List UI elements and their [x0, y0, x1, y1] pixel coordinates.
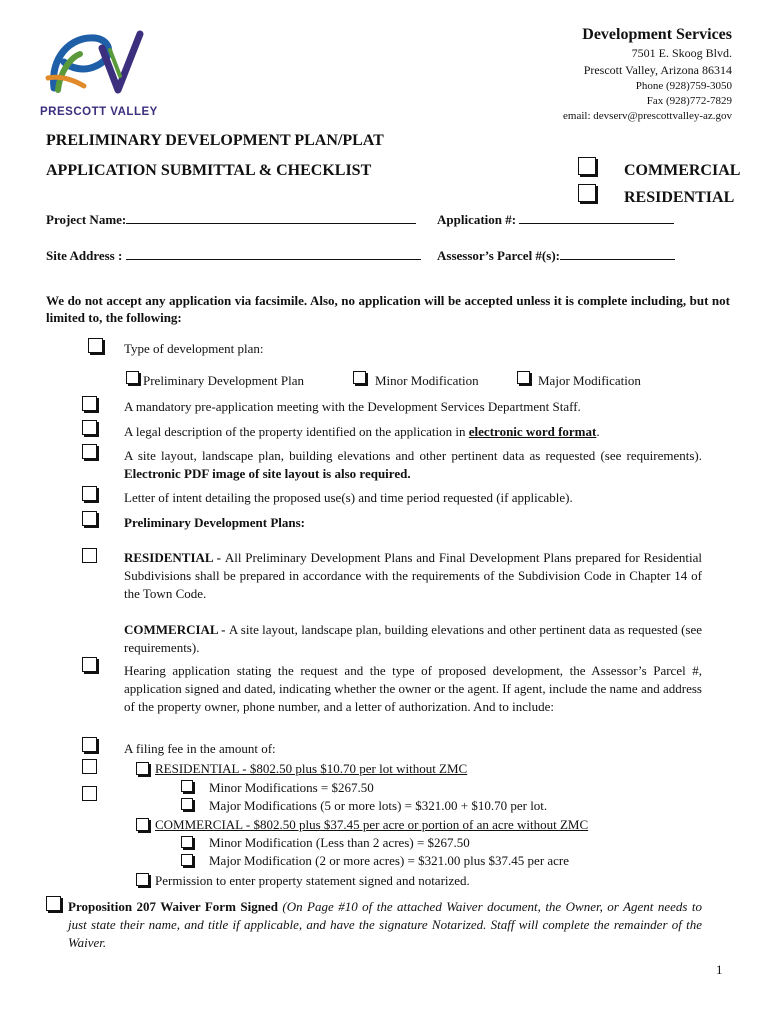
type-of-plan-label: Type of development plan: — [124, 341, 264, 356]
page-number: 1 — [716, 962, 723, 977]
hearing-app-checkbox[interactable] — [82, 657, 97, 672]
fee-res-major-text: Major Modifications (5 or more lots) = $321.00 + $10.70 per lot. — [209, 798, 548, 813]
permission-checkbox[interactable] — [136, 873, 149, 886]
prelim-plan-label: Preliminary Development Plan — [143, 373, 305, 388]
minor-mod-label: Minor Modification — [375, 373, 479, 388]
filing-fee-checkbox[interactable] — [82, 737, 97, 752]
fee-res-major-checkbox[interactable] — [181, 798, 193, 810]
logo-mark-icon — [40, 28, 160, 100]
email: email: devserv@prescottvalley-az.gov — [563, 110, 732, 122]
fax: Fax (928)772-7829 — [646, 95, 732, 107]
major-mod-checkbox[interactable] — [517, 371, 530, 384]
application-number-field[interactable] — [437, 212, 674, 228]
filing-fee-text: A filing fee in the amount of: — [124, 741, 276, 756]
electronic-word-format: electronic word format — [468, 424, 597, 439]
residential-checkbox[interactable] — [578, 184, 596, 202]
fee-com-minor-checkbox[interactable] — [181, 836, 193, 848]
letter-intent-text: Letter of intent detailing the proposed use(s) and time period requested (if applicable). — [124, 490, 573, 505]
project-name-label: Project Name: — [46, 212, 127, 227]
prop207-text: Proposition 207 Waiver Form Signed (On Page #10 of the attached Waiver document, the Owner, or Agent needs to just state their name, and title if applicable, and have the signature Notarized. Staff will complete the remainder of the Waiver. — [68, 899, 703, 950]
extra-checkbox-2[interactable] — [82, 786, 97, 801]
intro-paragraph: We do not accept any application via facsimile. Also, no application will be accepted unless it is complete including, but not limited to, the following: — [46, 293, 730, 325]
legal-desc-checkbox[interactable] — [82, 420, 97, 435]
page-title-line-2: APPLICATION SUBMITTAL & CHECKLIST — [46, 162, 372, 179]
fee-com-major-checkbox[interactable] — [181, 854, 193, 866]
fee-com-major-text: Major Modification (2 or more acres) = $321.00 plus $37.45 per acre — [209, 853, 570, 868]
commercial-plans-text: COMMERCIAL - A site layout, landscape plan, building elevations and other pertinent data as requested (see requirements). — [124, 622, 703, 655]
fee-commercial-text: COMMERCIAL - $802.50 plus $37.45 per acre or portion of an acre without ZMC — [155, 817, 589, 832]
fee-res-minor-text: Minor Modifications = $267.50 — [209, 780, 374, 795]
prelim-plans-text: Preliminary Development Plans: — [124, 515, 306, 530]
type-of-plan-checkbox[interactable] — [88, 338, 103, 353]
minor-mod-checkbox[interactable] — [353, 371, 366, 384]
extra-checkbox-1[interactable] — [82, 759, 97, 774]
prop207-checkbox[interactable] — [46, 896, 61, 911]
fee-residential-checkbox[interactable] — [136, 762, 149, 775]
prelim-plan-checkbox[interactable] — [126, 371, 139, 384]
site-layout-text: A site layout, landscape plan, building elevations and other pertinent data as requested (see requirements). Electronic PDF image of site layout is also required. — [124, 448, 702, 481]
commercial-label: COMMERCIAL — [624, 162, 741, 179]
town-logo — [40, 28, 160, 118]
address-line-1: 7501 E. Skoog Blvd. — [631, 46, 732, 60]
address-line-2: Prescott Valley, Arizona 86314 — [583, 63, 732, 77]
major-mod-label: Major Modification — [538, 373, 641, 388]
commercial-checkbox[interactable] — [578, 157, 596, 175]
project-name-field[interactable] — [46, 212, 416, 228]
legal-desc-text: A legal description of the property identified on the application in electronic word format. — [124, 424, 600, 439]
residential-plans-text: RESIDENTIAL - All Preliminary Development Plans and Final Development Plans prepared for Residential Subdivisions shall be prepared in accordance with the requirements of the Subdivision Code in Chapter 14 of the Town Code. — [124, 550, 702, 601]
site-address-field[interactable] — [46, 248, 421, 264]
fee-com-minor-text: Minor Modification (Less than 2 acres) = $267.50 — [209, 835, 470, 850]
site-layout-checkbox[interactable] — [82, 444, 97, 459]
phone: Phone (928)759-3050 — [635, 80, 732, 92]
fee-res-minor-checkbox[interactable] — [181, 780, 193, 792]
page-title-line-1: PRELIMINARY DEVELOPMENT PLAN/PLAT — [46, 132, 384, 149]
residential-plans-checkbox[interactable] — [82, 548, 97, 563]
meeting-checkbox[interactable] — [82, 396, 97, 411]
hearing-app-text: Hearing application stating the request and the type of proposed development, the Assessor’s Parcel #, application signed and dated, indicating whether the owner or the agent. If agent, include the name and address of the property owner, phone number, and a letter of authorization. And to include: — [124, 663, 702, 714]
letter-intent-checkbox[interactable] — [82, 486, 97, 501]
parcel-field[interactable] — [437, 248, 675, 264]
meeting-text: A mandatory pre-application meeting with the Development Services Department Staff. — [124, 399, 581, 414]
prelim-plans-checkbox[interactable] — [82, 511, 97, 526]
permission-text: Permission to enter property statement signed and notarized. — [155, 873, 470, 888]
logo-text: PRESCOTT VALLEY — [40, 106, 158, 118]
fee-residential-text: RESIDENTIAL - $802.50 plus $10.70 per lot without ZMC — [155, 761, 468, 776]
fee-commercial-checkbox[interactable] — [136, 818, 149, 831]
application-number-label: Application #: — [437, 212, 517, 227]
residential-label: RESIDENTIAL — [624, 189, 735, 206]
org-name: Development Services — [582, 26, 732, 43]
parcel-label: Assessor’s Parcel #(s): — [437, 248, 560, 263]
site-address-label: Site Address : — [46, 248, 123, 263]
